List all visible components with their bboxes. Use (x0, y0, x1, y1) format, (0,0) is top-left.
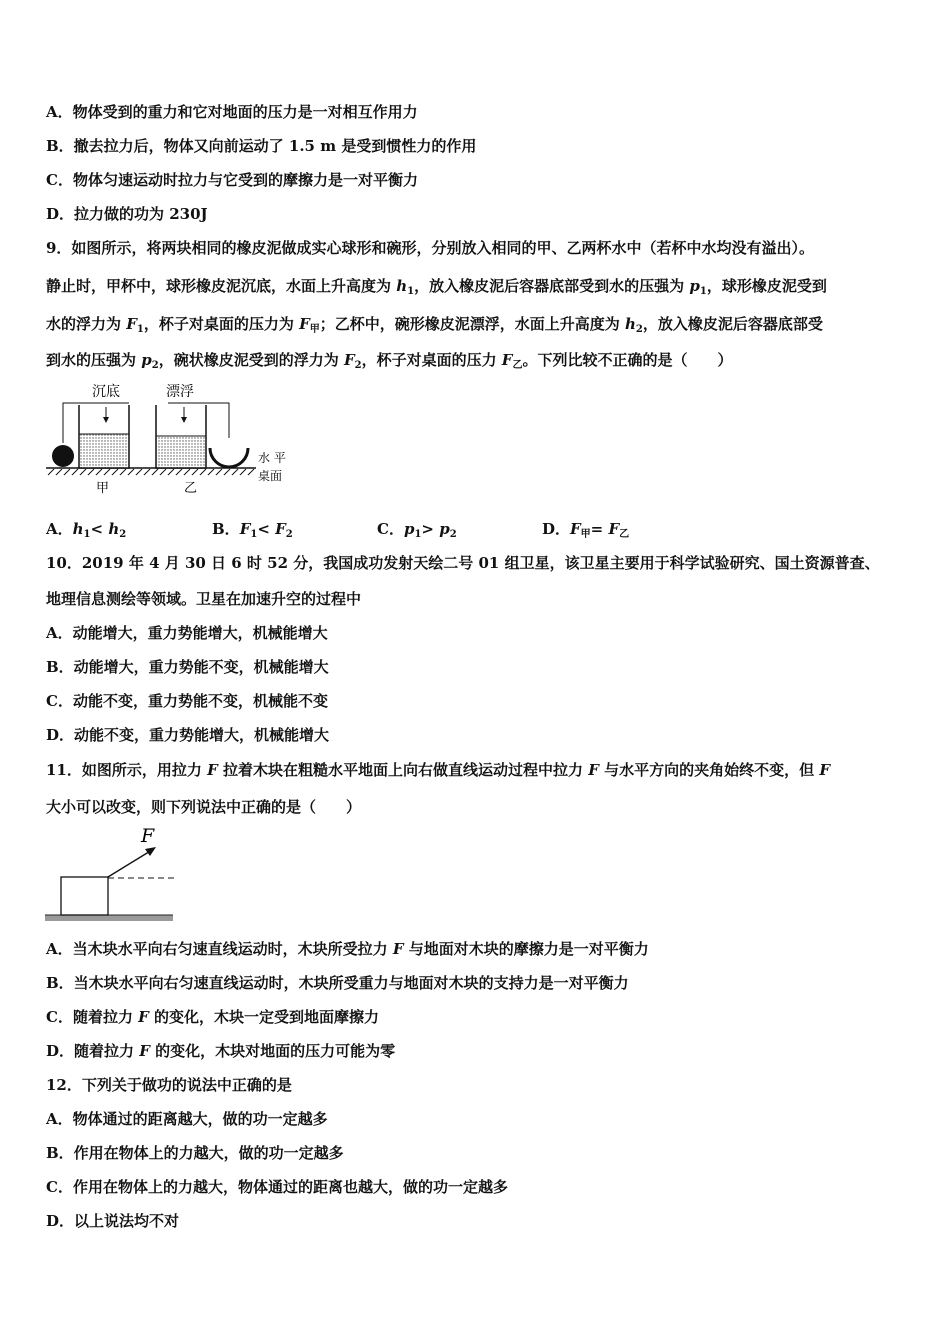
text: A． (46, 520, 73, 538)
q12-stem: 12．下列关于做功的说法中正确的是 (46, 1076, 292, 1094)
table-hatch (48, 469, 254, 475)
q11-stem-line2: 大小可以改变，则下列说法中正确的是（ ） (46, 798, 362, 816)
ground (45, 915, 173, 921)
sub: 甲 (309, 324, 320, 335)
cup-yi-water (156, 436, 206, 468)
text: 到水的压强为 (46, 351, 142, 369)
text: ，杯子对桌面的压力 (361, 351, 502, 369)
label-jia: 甲 (96, 481, 110, 496)
sub: 乙 (512, 360, 523, 371)
var-F: F (819, 761, 830, 779)
q10-option-d: D．动能不变，重力势能增大，机械能增大 (46, 726, 330, 744)
var-F: F (343, 351, 355, 369)
text: 的变化，木块对地面的压力可能为零 (149, 1042, 396, 1060)
text: C．随着拉力 (46, 1008, 139, 1026)
sub: 1 (83, 529, 91, 540)
text: 的变化，木块一定受到地面摩擦力 (148, 1008, 380, 1026)
text: < (257, 520, 276, 538)
var-p: p (439, 520, 450, 538)
text: 拉着木块在粗糙水平地面上向右做直线运动过程中拉力 (217, 761, 589, 779)
q11-option-a (46, 939, 649, 959)
q9-stem-line3 (46, 314, 823, 340)
var-F: F (570, 520, 581, 538)
force-label: F (141, 825, 155, 847)
q12-option-a: A．物体通过的距离越大，做的功一定越多 (46, 1110, 328, 1128)
sub: 1 (407, 286, 415, 297)
q9-stem-line4 (46, 350, 732, 376)
sub: 甲 (580, 529, 591, 540)
q12-option-d: D．以上说法均不对 (46, 1212, 180, 1230)
var-F: F (138, 1008, 149, 1026)
label-yi: 乙 (184, 481, 198, 496)
sub: 2 (635, 324, 643, 335)
wooden-block (61, 877, 108, 915)
q11-figure (44, 822, 184, 928)
q9-option-c (377, 519, 457, 545)
sub: 2 (354, 360, 362, 371)
q9-stem-line2 (46, 276, 827, 302)
clay-ball (52, 445, 74, 467)
text: 11．如图所示，用拉力 (46, 761, 208, 779)
label-table-1: 水 平 (258, 451, 286, 465)
var-F: F (239, 520, 251, 538)
q10-stem-line2: 地理信息测绘等领域。卫星在加速升空的过程中 (46, 590, 362, 608)
q9-stem-line1: 9．如图所示，将两块相同的橡皮泥做成实心球形和碗形，分别放入相同的甲、乙两杯水中（若杯中水均没有溢出）。 (46, 239, 814, 257)
var-F: F (608, 520, 620, 538)
var-h: h (72, 520, 84, 538)
text: ，杯子对桌面的压力为 (143, 315, 300, 333)
var-F: F (501, 351, 513, 369)
q9-option-b (212, 519, 293, 545)
text: > (421, 520, 440, 538)
text: 。下列比较不正确的是（ ） (522, 351, 733, 369)
text: B． (212, 520, 240, 538)
sub: 2 (151, 360, 159, 371)
label-float: 漂浮 (166, 384, 194, 400)
var-h: h (624, 315, 636, 333)
var-F: F (588, 761, 599, 779)
var-F: F (392, 940, 404, 958)
text: C． (377, 520, 404, 538)
q9-figure (44, 380, 294, 498)
text: D．随着拉力 (46, 1042, 140, 1060)
q11-option-b: B．当木块水平向右匀速直线运动时，木块所受重力与地面对木块的支持力是一对平衡力 (46, 974, 629, 992)
sub: 1 (414, 529, 422, 540)
text: A．当木块水平向右匀速直线运动时，木块所受拉力 (46, 940, 393, 958)
sub: 1 (250, 529, 258, 540)
text: ；乙杯中，碗形橡皮泥漂浮，水面上升高度为 (319, 315, 625, 333)
text: < (90, 520, 109, 538)
var-p: p (141, 351, 152, 369)
q8-option-d: D．拉力做的功为 230J (46, 205, 208, 223)
q11-option-c (46, 1007, 379, 1027)
sub: 2 (449, 529, 457, 540)
q12-option-c: C．作用在物体上的力越大，物体通过的距离也越大，做的功一定越多 (46, 1178, 508, 1196)
text: 与地面对木块的摩擦力是一对平衡力 (403, 940, 649, 958)
cup-jia-water (79, 434, 129, 468)
bracket-yi (168, 403, 229, 438)
q8-option-a: A．物体受到的重力和它对地面的压力是一对相互作用力 (46, 103, 418, 121)
sub: 1 (136, 324, 144, 335)
text: 水的浮力为 (46, 315, 127, 333)
q10-option-c: C．动能不变，重力势能不变，机械能不变 (46, 692, 328, 710)
label-sink: 沉底 (92, 384, 120, 400)
clay-bowl (210, 448, 248, 467)
var-F: F (126, 315, 137, 333)
text: 静止时，甲杯中，球形橡皮泥沉底，水面上升高度为 (46, 277, 397, 295)
var-F: F (275, 520, 286, 538)
var-p: p (403, 520, 415, 538)
q12-option-b: B．作用在物体上的力越大，做的功一定越多 (46, 1144, 344, 1162)
q10-stem-line1: 10．2019 年 4 月 30 日 6 时 52 分，我国成功发射天绘二号 01 组卫星，该卫星主要用于科学试验研究、国土资源普查、 (46, 554, 880, 572)
var-F: F (299, 315, 310, 333)
text: D． (542, 520, 571, 538)
sub: 乙 (619, 529, 630, 540)
text: ，碗状橡皮泥受到的浮力为 (158, 351, 344, 369)
text: ，球形橡皮泥受到 (706, 277, 827, 295)
q8-option-c: C．物体匀速运动时拉力与它受到的摩擦力是一对平衡力 (46, 171, 418, 189)
text: ，放入橡皮泥后容器底部受到水的压强为 (414, 277, 690, 295)
var-F: F (139, 1042, 150, 1060)
q11-option-d (46, 1041, 395, 1061)
q10-option-a: A．动能增大，重力势能增大，机械能增大 (46, 624, 328, 642)
text: ，放入橡皮泥后容器底部受 (642, 315, 823, 333)
var-p: p (689, 277, 700, 295)
var-h: h (396, 277, 408, 295)
label-table-2: 桌面 (258, 469, 283, 483)
q9-option-a (46, 519, 126, 545)
q9-option-d (542, 519, 629, 545)
q11-stem-line1 (46, 760, 830, 780)
sub: 1 (699, 286, 707, 297)
var-F: F (207, 761, 218, 779)
var-h: h (108, 520, 120, 538)
text: = (590, 520, 609, 538)
q10-option-b: B．动能增大，重力势能不变，机械能增大 (46, 658, 329, 676)
text: 与水平方向的夹角始终不变，但 (598, 761, 820, 779)
force-arrow (108, 850, 152, 877)
sub: 2 (119, 529, 127, 540)
q8-option-b: B．撤去拉力后，物体又向前运动了 1.5 m 是受到惯性力的作用 (46, 137, 477, 155)
sub: 2 (285, 529, 293, 540)
